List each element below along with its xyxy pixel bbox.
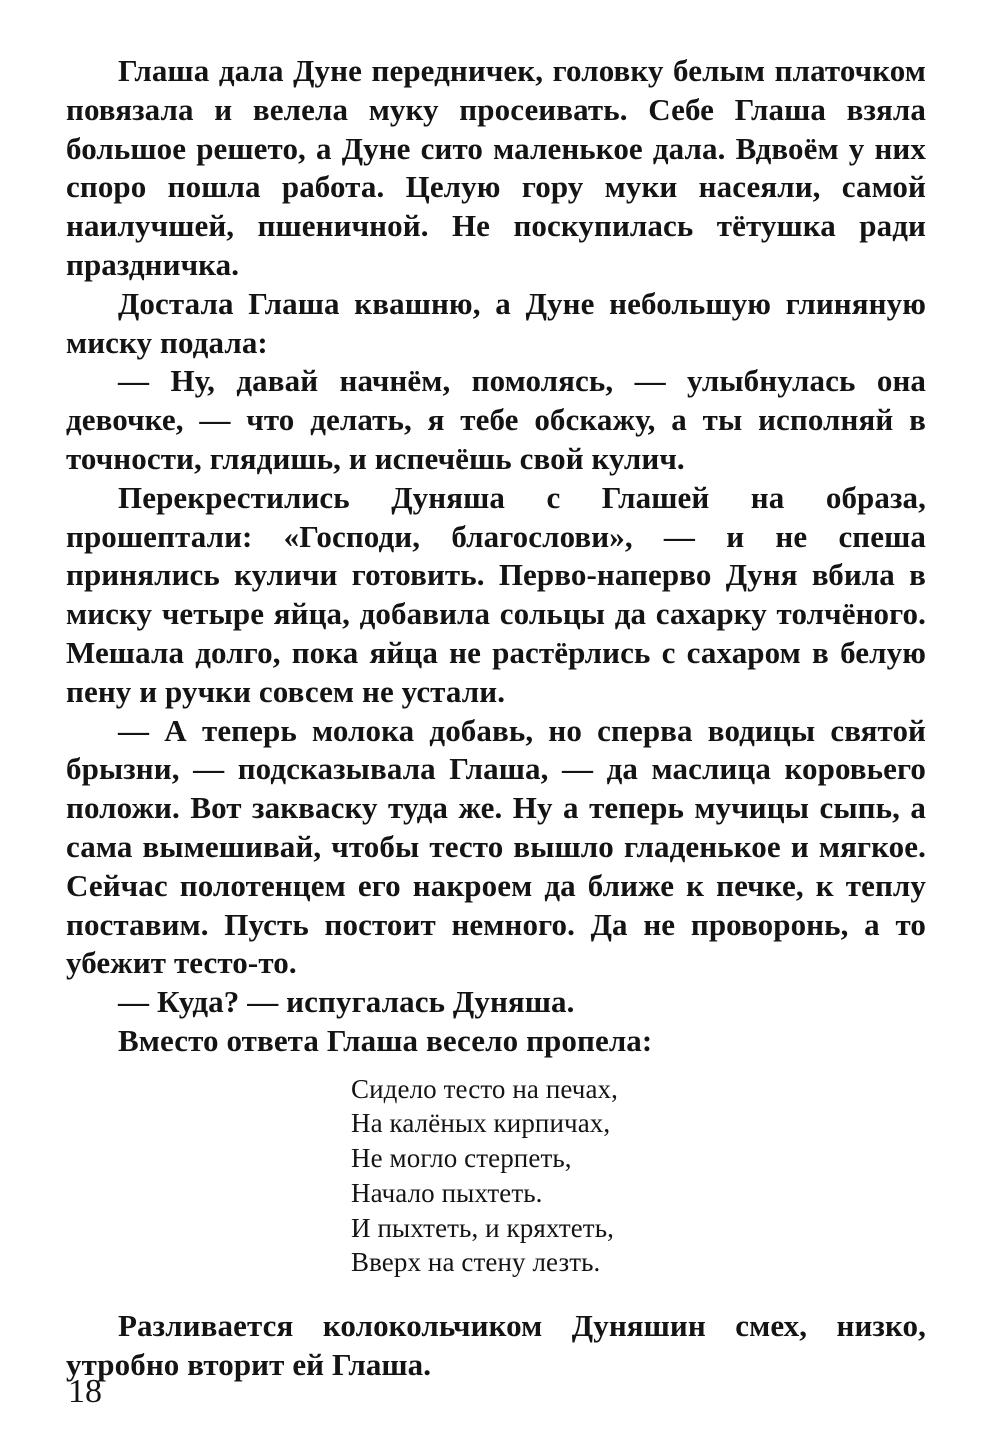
poem-line-1: Сидело тесто на печах, — [351, 1073, 618, 1104]
page-number: 18 — [68, 1373, 102, 1410]
poem-line-3: Не могло стерпеть, — [351, 1143, 572, 1174]
paragraph-2: Достала Глаша квашню, а Дуне небольшую глиняную миску подала: — [66, 285, 926, 360]
paragraph-7: Вместо ответа Глаша весело пропела: — [118, 1022, 653, 1058]
poem — [351, 1072, 926, 1280]
paragraph-3: — Ну, давай начнём, помолясь, — улыбнулась она девочке, — что делать, я тебе обскажу, а ты исполняй в точности, глядишь, и испечёшь свой кулич. — [66, 363, 926, 476]
poem-line-4: Начало пыхтеть. — [351, 1177, 543, 1208]
poem-line-2: На калёных кирпичах, — [351, 1108, 611, 1139]
poem-line-5: И пыхтеть, и кряхтеть, — [351, 1212, 614, 1243]
paragraph-5: — А теперь молока добавь, но сперва водицы святой брызни, — подсказывала Глаша, — да маслица коровьего положи. Вот закваску туда же. Ну а теперь мучицы сыпь, а сама вымешивай, чтобы тесто вышло гладенькое и мягкое. Сейчас полотенцем его накроем да ближе к печке, к теплу поставим. Пусть постоит немного. Да не проворонь, а то убежит тесто-то. — [66, 712, 926, 981]
closing-paragraph: Разливается колокольчиком Дуняшин смех, низко, утробно вторит ей Глаша. — [66, 1307, 926, 1382]
paragraph-6: — Куда? — испугалась Дуняша. — [118, 984, 575, 1020]
page-body — [66, 52, 926, 1385]
paragraph-4: Перекрестились Дуняша с Глашей на образа, прошептали: «Господи, благослови», — и не спеша принялись куличи готовить. Перво-наперво Дуня вбила в миску четыре яйца, добавила сольцы да сахарку толчёного. Мешала долго, пока яйца не растёрлись с сахаром в белую пену и ручки совсем не устали. — [66, 479, 926, 709]
paragraph-1: Глаша дала Дуне передничек, головку белым платочком повязала и велела муку просеивать. Себе Глаша взяла большое решето, а Дуне сито маленькое дала. Вдвоём у них споро пошла работа. Целую гору муки насеяли, самой наилучшей, пшеничной. Не поскупилась тётушка ради праздничка. — [66, 53, 926, 282]
poem-line-6: Вверх на стену лезть. — [351, 1247, 601, 1278]
